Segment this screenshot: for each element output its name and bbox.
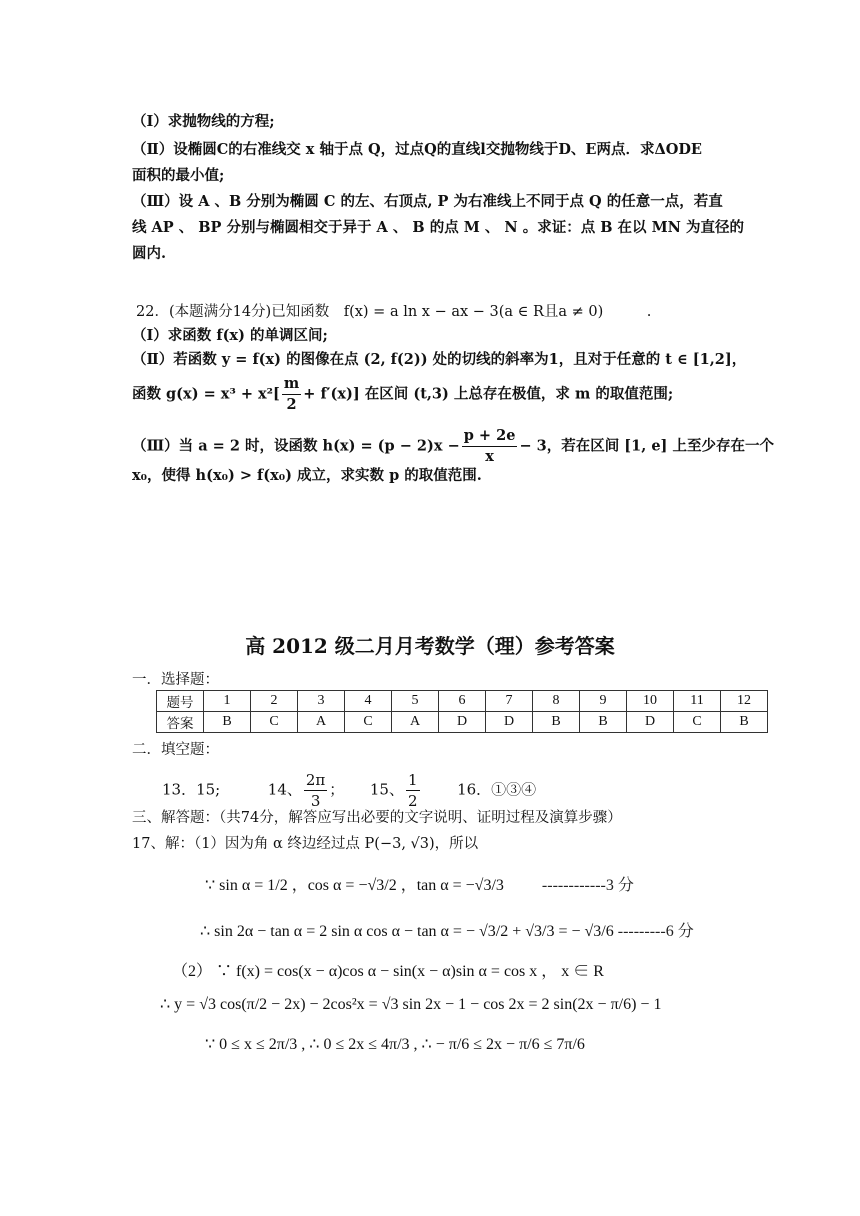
cell-answer: B xyxy=(721,712,768,733)
cell-answer: B xyxy=(533,712,580,733)
table-row-answers xyxy=(157,712,768,733)
answer-title: 高 2012 级二月月考数学（理）参考答案 xyxy=(245,634,615,658)
score-mark-6: ---------6 分 xyxy=(617,923,694,940)
cell-number: 8 xyxy=(533,691,580,712)
sol17-intro: 17、解：（1）因为角 α 终边经过点 P(−3, √3)，所以 xyxy=(132,836,479,852)
q21-part3-cont: 线 AP 、 BP 分别与椭圆相交于异于 A 、 B 的点 M 、 N 。求证：点 B 在以 MN 为直径的 xyxy=(132,219,744,236)
cell-number: 7 xyxy=(486,691,533,712)
cell-answer: D xyxy=(486,712,533,733)
q22-p3-pre: （Ⅲ）当 a = 2 时，设函数 h(x) = (p − 2)x − xyxy=(132,437,460,455)
q21-part1: （Ⅰ）求抛物线的方程; xyxy=(132,113,275,130)
q22-part3 xyxy=(132,426,774,467)
sol17-line3: （2） ∵ f(x) = cos(x − α)cos α − sin(x − α)sin α = cos x ， x ∈ R xyxy=(172,963,604,980)
cell-number: 6 xyxy=(439,691,486,712)
score-mark-3: ------------3 分 xyxy=(541,877,634,894)
cell-number: 1 xyxy=(204,691,251,712)
cell-answer: B xyxy=(204,712,251,733)
cell-answer: B xyxy=(580,712,627,733)
q22-part2: （Ⅱ）若函数 y = f(x) 的图像在点 (2, f(2)) 处的切线的斜率为1，且对于任意的 t ∈ [1,2]， xyxy=(132,351,747,368)
section-fill: 二．填空题： xyxy=(132,742,219,758)
cell-answer: D xyxy=(627,712,674,733)
answer-14-fraction xyxy=(304,770,327,811)
q22-p2b-pre: 函数 g(x) = x³ + x²[ xyxy=(132,385,280,403)
answer-14-label: 14、 xyxy=(267,780,302,799)
frac-num: 1 xyxy=(407,771,418,789)
answer-table xyxy=(156,690,768,733)
q21-part3-end: 圆内. xyxy=(132,245,167,262)
cell-number: 9 xyxy=(580,691,627,712)
row-head-answer: 答案 xyxy=(157,712,204,733)
cell-answer: C xyxy=(674,712,721,733)
frac-num: 2π xyxy=(305,771,326,789)
frac-num: m xyxy=(282,374,301,395)
cell-number: 10 xyxy=(627,691,674,712)
cell-answer: C xyxy=(251,712,298,733)
q22-part2-cont xyxy=(132,374,673,415)
q22-p2b-post: + f′(x)] 在区间 (t,3) 上总存在极值，求 m 的取值范围; xyxy=(303,385,674,403)
frac-den: 2 xyxy=(407,792,418,810)
cell-answer: C xyxy=(345,712,392,733)
sol17-line4: ∴ y = √3 cos(π/2 − 2x) − 2cos²x = √3 sin 2x − 1 − cos 2x = 2 sin(2x − π/6) − 1 xyxy=(160,996,662,1013)
answer-15-label: 15、 xyxy=(369,780,404,799)
cell-number: 3 xyxy=(298,691,345,712)
cell-number: 2 xyxy=(251,691,298,712)
answer-13: 13．15; xyxy=(162,780,221,799)
section-solve: 三、解答题：（共74分，解答应写出必要的文字说明、证明过程及演算步骤） xyxy=(132,810,622,826)
cell-answer: A xyxy=(392,712,439,733)
sol17-line5: ∵ 0 ≤ x ≤ 2π/3 , ∴ 0 ≤ 2x ≤ 4π/3 , ∴ − π/6 ≤ 2x − π/6 ≤ 7π/6 xyxy=(205,1036,585,1053)
q22-part1: （Ⅰ）求函数 f(x) 的单调区间; xyxy=(132,327,328,344)
answer-15-fraction xyxy=(406,770,420,811)
sol17-line2-text: ∴ sin 2α − tan α = 2 sin α cos α − tan α = − √3/2 + √3/3 = − √3/6 xyxy=(200,923,614,940)
sol17-line2 xyxy=(200,918,694,941)
sol17-line1 xyxy=(205,872,634,895)
fraction-m-over-2 xyxy=(282,374,301,415)
cell-number: 11 xyxy=(674,691,721,712)
q22-part3-cont: x₀，使得 h(x₀) > f(x₀) 成立，求实数 p 的取值范围. xyxy=(132,467,482,484)
section-choice: 一．选择题： xyxy=(132,672,219,688)
q22-p3-post: − 3，若在区间 [1, e] 上至少存在一个 xyxy=(519,437,774,455)
row-head-number: 题号 xyxy=(157,691,204,712)
frac-den: x xyxy=(485,448,494,465)
cell-answer: D xyxy=(439,712,486,733)
cell-number: 4 xyxy=(345,691,392,712)
answer-14-sep: ； xyxy=(329,780,345,799)
answer-16: 16．①③④ xyxy=(457,780,537,799)
q22-heading: 22．(本题满分14分)已知函数 f(x) = a ln x − ax − 3(a ∈ R且a ≠ 0) . xyxy=(136,304,652,320)
q21-part2: （Ⅱ）设椭圆C的右准线交 x 轴于点 Q，过点Q的直线l交抛物线于D、E两点．求ΔODE xyxy=(132,141,702,158)
cell-answer: A xyxy=(298,712,345,733)
sol17-line1-text: ∵ sin α = 1/2 ，cos α = −√3/2 ，tan α = −√3/3 xyxy=(205,877,504,894)
cell-number: 5 xyxy=(392,691,439,712)
frac-den: 3 xyxy=(310,792,321,810)
cell-number: 12 xyxy=(721,691,768,712)
fill-answers xyxy=(162,770,536,811)
frac-den: 2 xyxy=(286,396,297,413)
frac-num: p + 2e xyxy=(462,426,518,447)
fraction-p2e-over-x xyxy=(462,426,518,467)
q21-part2-cont: 面积的最小值; xyxy=(132,167,225,184)
table-row-numbers xyxy=(157,691,768,712)
q21-part3: （Ⅲ）设 A 、B 分别为椭圆 C 的左、右顶点, P 为右准线上不同于点 Q 的任意一点，若直 xyxy=(132,193,723,210)
